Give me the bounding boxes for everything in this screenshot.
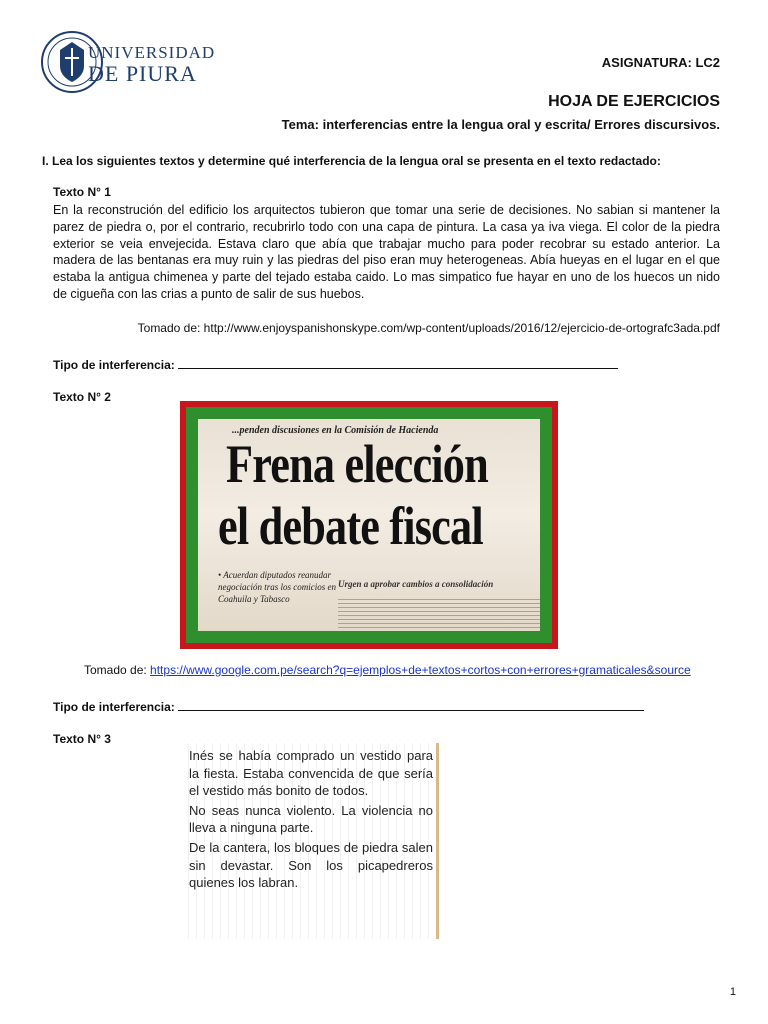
answer-blank-line[interactable]: [178, 698, 644, 711]
answer-label: Tipo de interferencia:: [53, 358, 175, 372]
texto-2-label: Texto N° 2: [53, 390, 111, 404]
university-logo: [40, 30, 216, 96]
answer-blank-line[interactable]: [178, 356, 618, 369]
news-side-note: • Acuerdan diputados reanudar negociación tras los comicios en Coahuila y Tabasco: [218, 570, 336, 604]
logo-line-1: UNIVERSIDAD: [88, 43, 216, 62]
news-small-print: [338, 599, 540, 631]
texto-1-source: Tomado de: http://www.enjoyspanishonskype.com/wp-content/uploads/2016/12/ejercicio-de-ortografc3ada.pdf: [137, 321, 720, 335]
subject-label: ASIGNATURA: LC2: [601, 55, 720, 70]
logo-line-2: DE PIURA: [88, 61, 197, 86]
answer-label: Tipo de interferencia:: [53, 700, 175, 714]
page-number: 1: [729, 986, 736, 998]
news-subheading: ...penden discusiones en la Comisión de Hacienda: [232, 425, 439, 436]
page-title: HOJA DE EJERCICIOS: [548, 93, 720, 110]
image-edge: [436, 743, 439, 939]
instruction: I. Lea los siguientes textos y determine qué interferencia de la lengua oral se presenta en el texto redactado:: [42, 154, 661, 168]
texto-2-source: [84, 663, 691, 677]
texto-3-paragraph-2: No seas nunca violento. La violencia no lleva a ninguna parte.: [189, 802, 433, 836]
source-link[interactable]: https://www.google.com.pe/search?q=ejemplos+de+textos+cortos+con+errores+gramaticales&source: [150, 663, 691, 677]
newspaper-image: [180, 401, 558, 649]
texto-2-answer: [53, 698, 644, 714]
news-band: Urgen a aprobar cambios a consolidación: [338, 579, 494, 589]
texto-1-label: Texto N° 1: [53, 185, 111, 199]
newspaper-clipping: [198, 419, 540, 631]
image-green-frame: [186, 407, 552, 643]
texto-3-paragraph-3: De la cantera, los bloques de piedra salen sin devastar. Son los picapedreros quienes los labran.: [189, 839, 433, 891]
texto-1-body: En la reconstrución del edificio los arquitectos tubieron que tomar una serie de decisiones. No sabian si mantener la parez de piedra o, por el contrario, recubrirlo todo con una capa de pintura. La casa ya iva viega. El color de la piedra exterior se veia envejecida. Estava claro que abía que trabajar mucho para poder recobrar su estado anterior. La madera de las bentanas era muy ruin y las piedras del piso eran muy heterogeneas. Abía hueyas en el lugar en el que estaba la antigua chimenea y parte del tejado estaba caido. Lo mas simpatico fue hayar en uno de los huecos un nido de cigueña con las crias a punto de salir de sus huebos.: [53, 203, 720, 301]
source-prefix: Tomado de:: [84, 663, 151, 677]
topic-line: Tema: interferencias entre la lengua oral y escrita/ Errores discursivos.: [281, 117, 720, 132]
news-headline-line-2: el debate fiscal: [218, 496, 483, 556]
texto-3-label: Texto N° 3: [53, 732, 111, 746]
texto-3-paragraph-1: Inés se había comprado un vestido para la fiesta. Estaba convencida de que sería el vestido más bonito de todos.: [189, 748, 433, 799]
texto-3-image: [181, 743, 439, 939]
texto-1-answer: [53, 356, 618, 372]
news-headline-line-1: Frena elección: [226, 434, 488, 494]
